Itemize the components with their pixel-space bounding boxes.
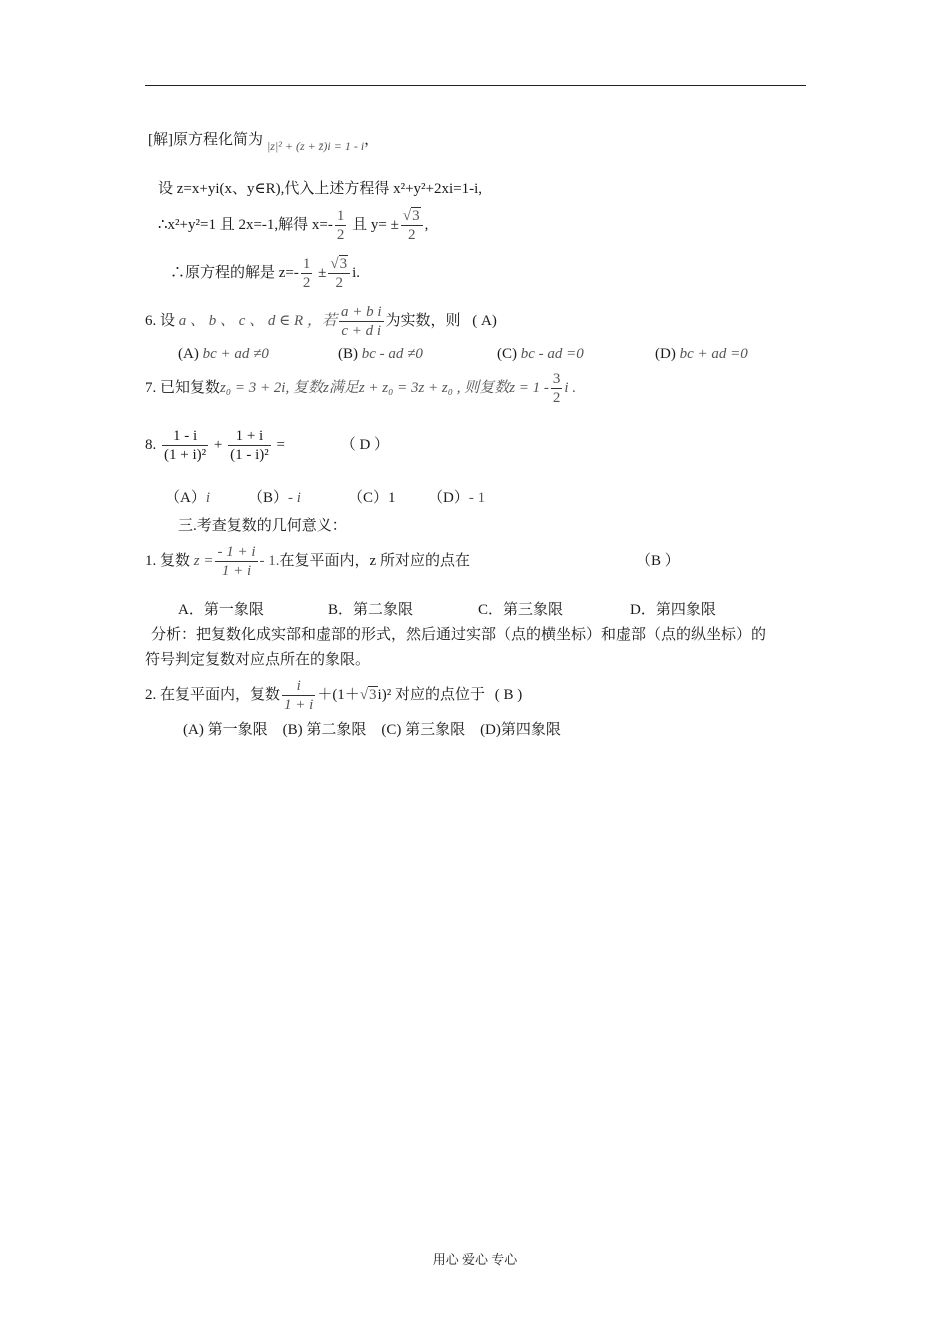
geometry-question-2: 2. 在复平面内，复数 $\frac{i}{1 + i}$ ＋(1＋√3i)² 对应的点位于 ( B ) bbox=[145, 678, 523, 714]
g1-option-b: B．第二象限 bbox=[328, 602, 414, 618]
answer-8: （ D ） bbox=[340, 437, 390, 453]
question-6: 6. 设 a 、 b 、 c 、 d ∈ R ，若 $\frac{\text{a + b i}}{\text{c + d i}}$ 为实数，则 ( A) bbox=[145, 304, 497, 340]
solution-line-3: ∴x²+y²=1 且 2x=-1,解得 x=- $\frac{1}{2}$ 且 y= ± $\frac{√3}{2}$ , bbox=[158, 208, 429, 244]
answer-6: ( A) bbox=[472, 313, 497, 329]
q6-option-a: (A) bc + ad ≠0 bbox=[178, 346, 269, 362]
solution-line-4: ∴原方程的解是 z=- $\frac{1}{2}$ ± $\frac{√3}{2}$ i. bbox=[170, 256, 361, 292]
answer-g2: ( B ) bbox=[494, 687, 523, 703]
page-footer: 用心 爱心 专心 bbox=[432, 1252, 518, 1267]
analysis-line-1: 分析：把复数化成实部和虚部的形式，然后通过实部（点的横坐标）和虚部（点的纵坐标）的 bbox=[151, 627, 767, 643]
g1-option-c: C．第三象限 bbox=[478, 602, 564, 618]
g1-option-a: A．第一象限 bbox=[178, 602, 264, 618]
question-8: 8. $\frac{1 - i}{\text{(1 + i)²}}$ + $\frac{1 + i}{\text{(1 - i)²}}$ = （ D ） bbox=[145, 428, 390, 464]
q6-option-d: (D) bc + ad =0 bbox=[655, 346, 748, 362]
section-heading: 三.考查复数的几何意义： bbox=[178, 518, 347, 534]
question-7: 7. 已知复数z₀ = 3 + 2i, 复数z满足z + z₀ = 3z + z₀ , 则复数z = 1 - $\frac{3}{2}$ i . bbox=[145, 371, 577, 407]
q8-option-c: （C）1 bbox=[348, 490, 396, 506]
g1-option-d: D．第四象限 bbox=[630, 602, 716, 618]
q8-option-b: （B）- i bbox=[248, 490, 301, 506]
solution-line-2: 设 z=x+yi(x、y∈R),代入上述方程得 x²+y²+2xi=1-i, bbox=[158, 181, 483, 197]
answer-g1: （B ） bbox=[636, 553, 680, 569]
g2-options: (A) 第一象限 (B) 第二象限 (C) 第三象限 (D)第四象限 bbox=[183, 722, 561, 738]
q8-option-d: （D）- 1 bbox=[428, 490, 486, 506]
q6-option-b: (B) bc - ad ≠0 bbox=[338, 346, 423, 362]
header-rule bbox=[145, 85, 806, 86]
q8-option-a: （A）i bbox=[165, 490, 211, 506]
q6-option-c: (C) bc - ad =0 bbox=[497, 346, 584, 362]
solution-line-1: [解]原方程化简为 $_{|z|^2 + (z + z̄)i = 1 - i}$， bbox=[148, 132, 380, 153]
analysis-line-2: 符号判定复数对应点所在的象限。 bbox=[145, 652, 371, 668]
geometry-question-1: 1. 复数 z = $\frac{- 1 + i}{1 + i}$ - 1.在复平面内，z 所对应的点在 bbox=[145, 544, 470, 580]
